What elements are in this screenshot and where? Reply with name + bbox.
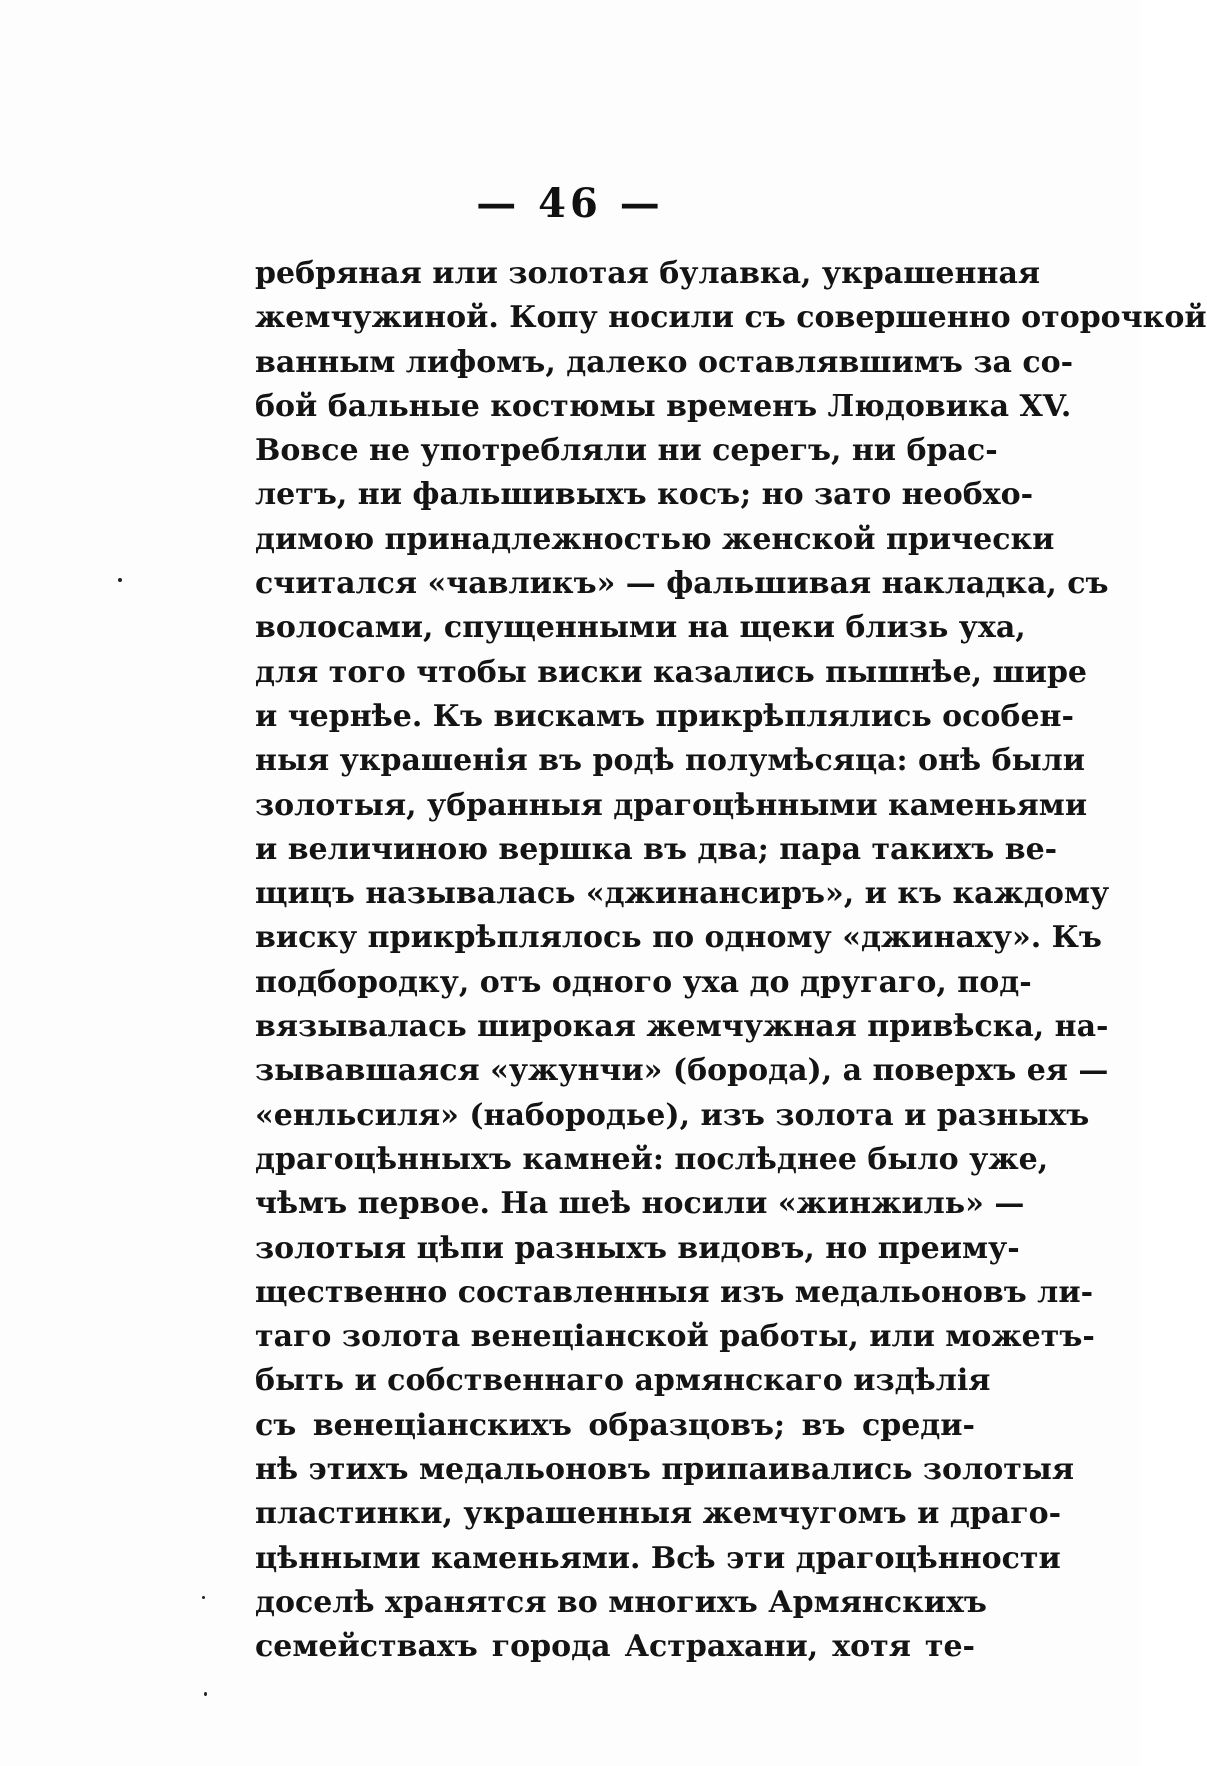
- text-line: пластинки, украшенныя жемчугомъ и драго-: [255, 1496, 1062, 1532]
- text-line: нѣ этихъ медальоновъ припаивались золотыя: [255, 1452, 1075, 1488]
- text-line: щественно составленныя изъ медальоновъ ли-: [255, 1274, 1094, 1310]
- text-line: зывавшаяся «ужунчи» (борода), а поверхъ ея —: [255, 1053, 1109, 1089]
- text-line: считался «чавликъ» — фальшивая накладка, съ: [255, 566, 1109, 602]
- scan-speck: [204, 1692, 207, 1696]
- text-line: подбородку, отъ одного уха до другаго, под-: [255, 964, 1032, 1000]
- page-number: — 46 —: [476, 180, 664, 227]
- text-line: и чернѣе. Къ вискамъ прикрѣплялись особен-: [255, 698, 1074, 734]
- text-line: димою принадлежностью женской прически: [255, 521, 1055, 557]
- text-line: драгоцѣнныхъ камней: послѣднее было уже,: [255, 1141, 1049, 1177]
- text-line: жемчужиной. Копу носили съ совершенно оторочкой: [255, 300, 1207, 336]
- text-line: съ венеціанскихъ образцовъ; въ среди-: [255, 1407, 975, 1443]
- text-line: и величиною вершка въ два; пара такихъ ве-: [255, 831, 1058, 867]
- text-line: щицъ называлась «джинансиръ», и къ каждому: [255, 876, 1110, 912]
- body-text: [255, 252, 1207, 1670]
- text-line: быть и собственнаго армянскаго издѣлія: [255, 1363, 991, 1399]
- scan-speck: [118, 578, 122, 582]
- text-line: летъ, ни фальшивыхъ косъ; но зато необхо-: [255, 477, 1034, 513]
- text-line: ныя украшенія въ родѣ полумѣсяца: онѣ были: [255, 743, 1086, 779]
- text-line: ребряная или золотая булавка, украшенная: [255, 256, 1041, 291]
- text-line: семействахъ города Астрахани, хотя те-: [255, 1629, 975, 1665]
- text-line: доселѣ хранятся во многихъ Армянскихъ: [255, 1584, 987, 1620]
- text-line: таго золота венеціанской работы, или можетъ-: [255, 1319, 1095, 1355]
- text-line: золотыя цѣпи разныхъ видовъ, но преиму-: [255, 1230, 1020, 1266]
- scan-speck: [202, 1596, 205, 1599]
- text-line: ванным лифомъ, далеко оставлявшимъ за со-: [255, 344, 1074, 380]
- text-line: цѣнными каменьями. Всѣ эти драгоцѣнности: [255, 1540, 1061, 1576]
- text-line: «енльсиля» (набородье), изъ золота и разныхъ: [255, 1097, 1090, 1133]
- text-line: для того чтобы виски казались пышнѣе, шире: [255, 654, 1088, 690]
- text-line: золотыя, убранныя драгоцѣнными каменьями: [255, 787, 1088, 823]
- text-line: виску прикрѣплялось по одному «джинаху». Къ: [255, 920, 1102, 956]
- text-line: чѣмъ первое. На шеѣ носили «жинжиль» —: [255, 1186, 1025, 1222]
- text-line: Вовсе не употребляли ни серегъ, ни брас-: [255, 433, 998, 469]
- text-line: волосами, спущенными на щеки близь уха,: [255, 610, 1026, 646]
- text-line: вязывалась широкая жемчужная привѣска, на-: [255, 1009, 1109, 1045]
- text-line: бой бальные костюмы временъ Людовика XV.: [255, 388, 1072, 424]
